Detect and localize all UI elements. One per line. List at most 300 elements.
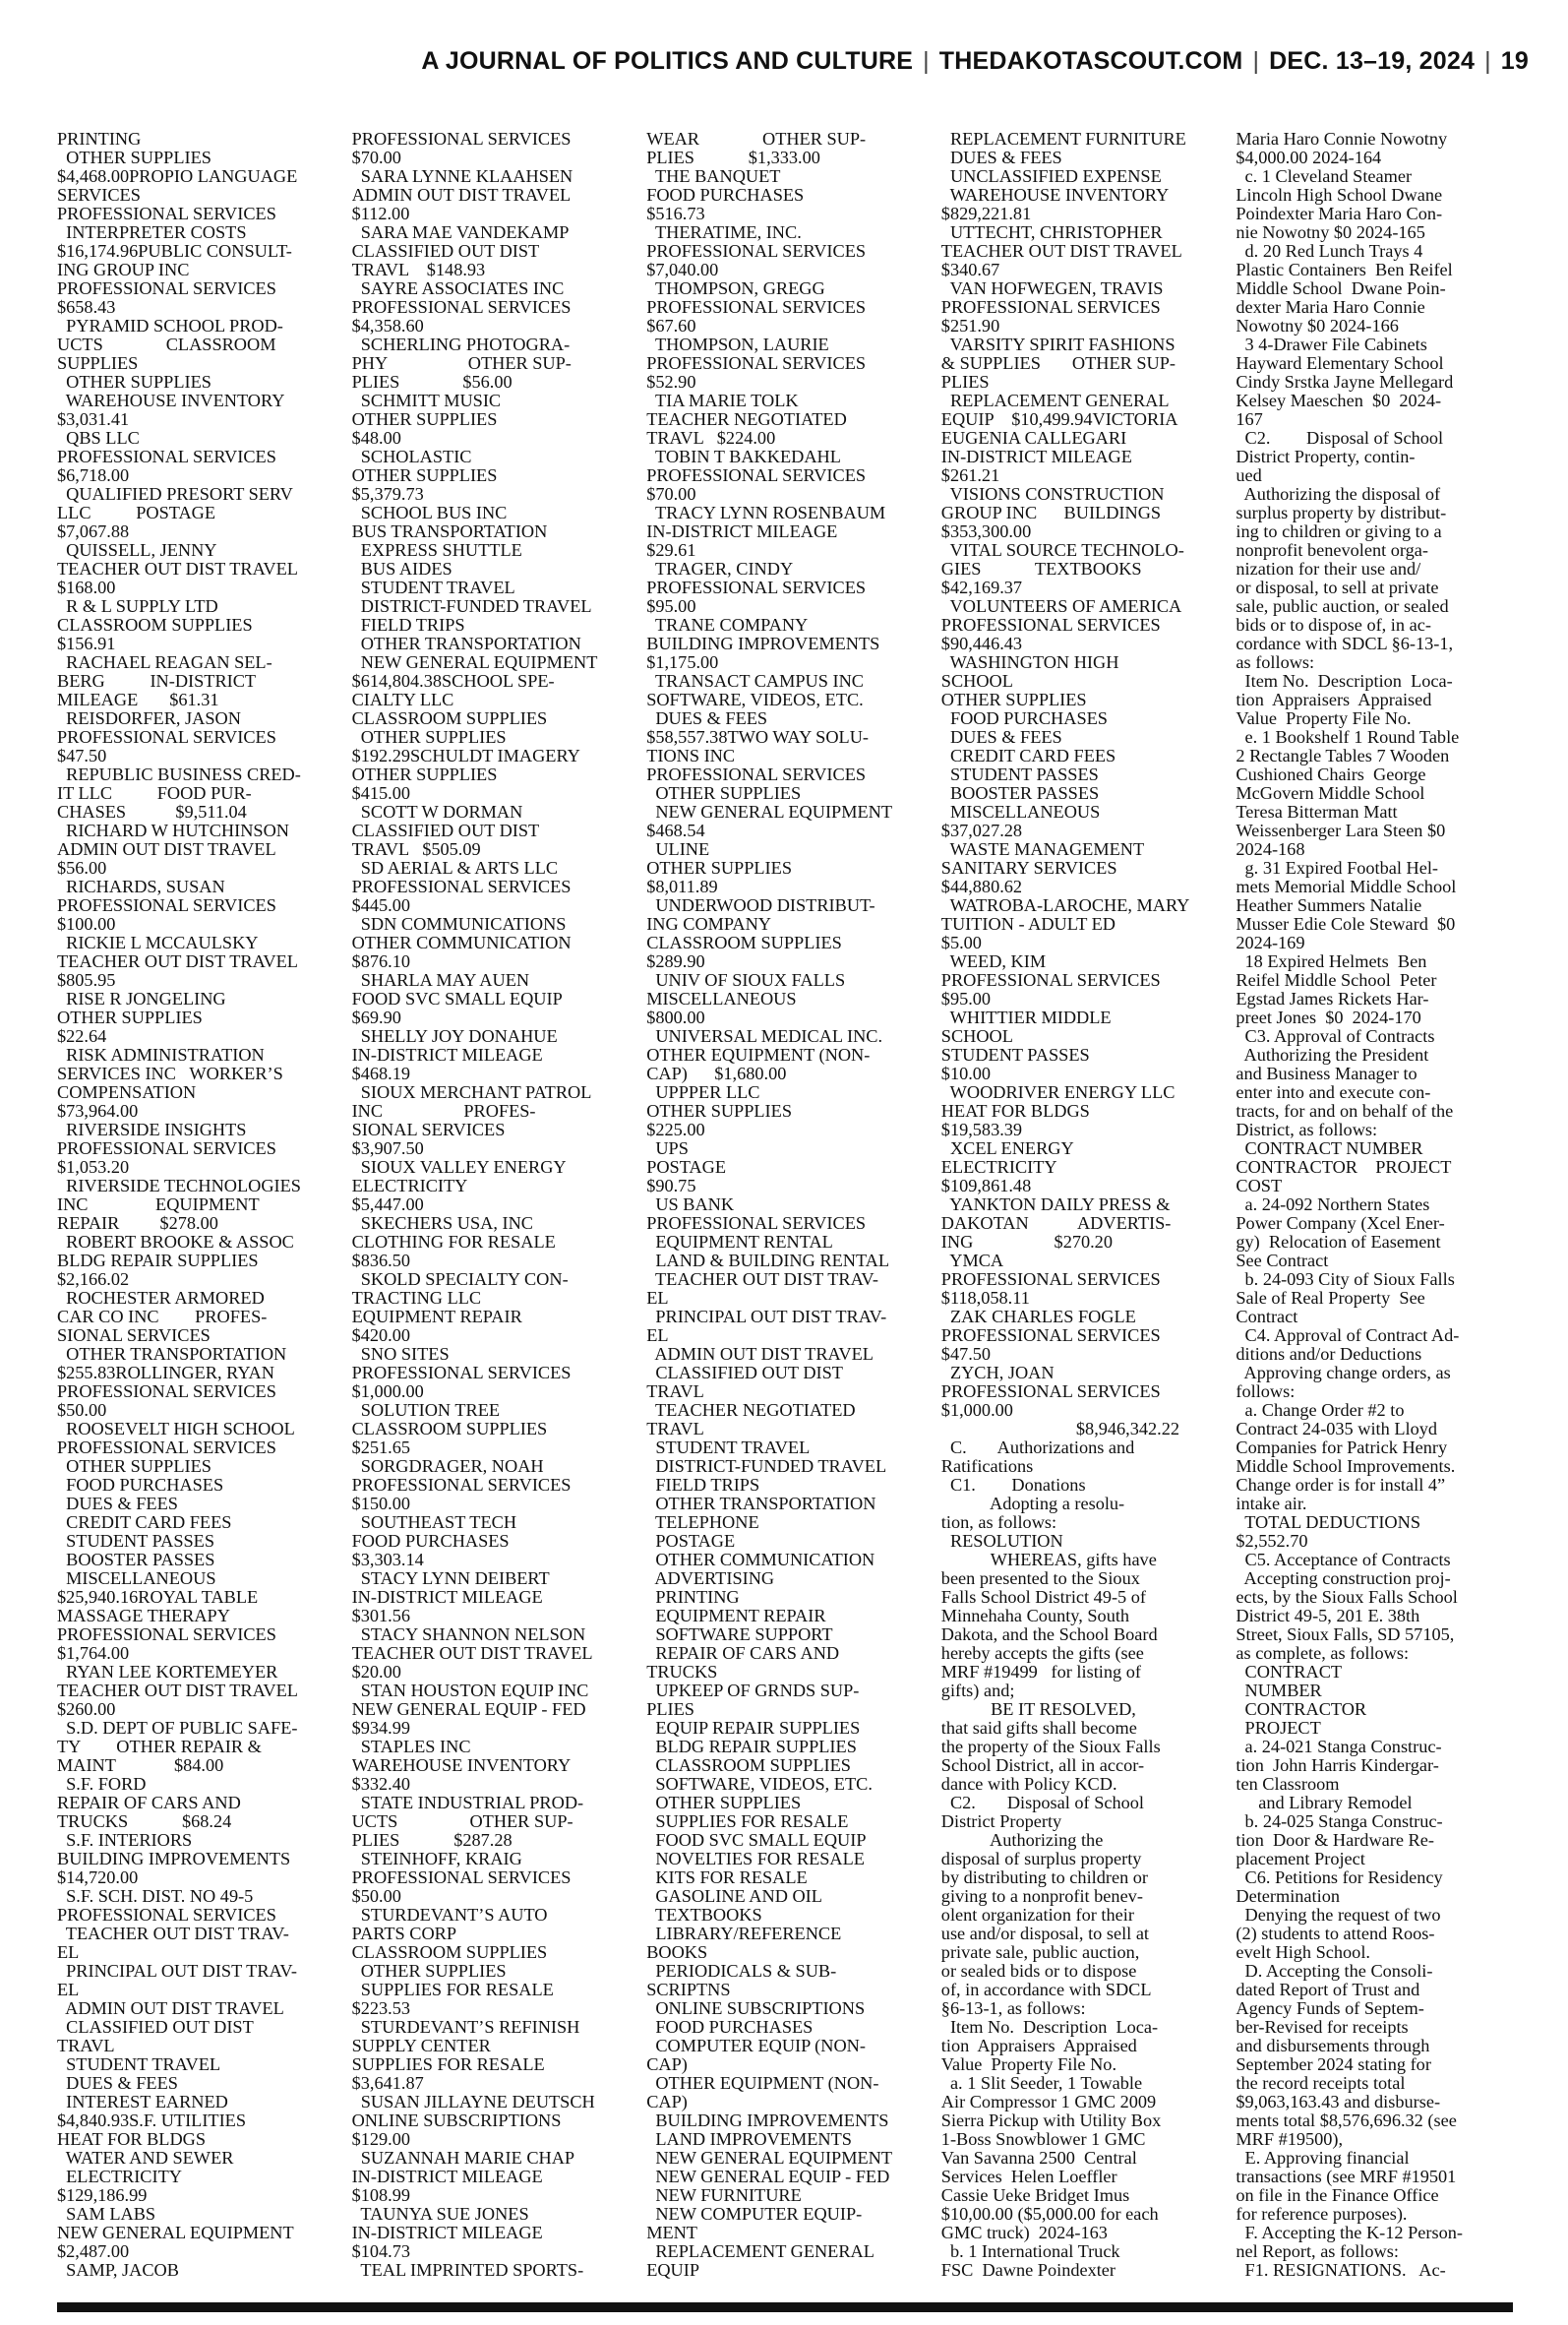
notice-line: and Library Remodel (1236, 1794, 1413, 1812)
notice-line: Plastic Containers Ben Reifel (1236, 261, 1453, 279)
notice-line: SCHOOL (940, 1027, 1013, 1046)
notice-line: NEW GENERAL EQUIPMENT (646, 2149, 893, 2168)
notice-line: $25,940.16ROYAL TABLE (57, 1588, 259, 1607)
notice-line: $340.67 (940, 261, 1000, 279)
notice-line: EL (57, 1943, 80, 1962)
notice-line: $255.83ROLLINGER, RYAN (57, 1364, 274, 1382)
notice-line: TRUCKS $68.24 (57, 1812, 232, 1831)
notice-line: Denying the request of two (1236, 1906, 1441, 1925)
notice-line: PYRAMID SCHOOL PROD- (57, 317, 283, 336)
notice-line: $47.50 (940, 1345, 992, 1364)
notice-line: IN-DISTRICT MILEAGE (351, 2168, 543, 2186)
notice-line: surplus property by distribut- (1236, 504, 1447, 522)
notice-line: EQUIP (646, 2261, 700, 2280)
notice-line: PROFESSIONAL SERVICES (646, 466, 867, 485)
notice-line: NEW GENERAL EQUIPMENT (351, 653, 598, 672)
notice-line: BUS AIDES (351, 560, 452, 579)
notice-line: THERATIME, INC. (646, 223, 802, 242)
notice-line: follows: (1236, 1382, 1296, 1401)
notice-line: 18 Expired Helmets Ben (1236, 952, 1427, 971)
notice-line: $52.90 (646, 373, 696, 392)
notice-line: REPAIR OF CARS AND (646, 1644, 840, 1663)
notice-line: PROFESSIONAL SERVICES (940, 616, 1161, 635)
notice-line: $50.00 (351, 1887, 401, 1906)
notice-line: PROFESSIONAL SERVICES (57, 279, 276, 298)
notice-line: IN-DISTRICT MILEAGE (351, 2224, 543, 2242)
notice-line: RIVERSIDE INSIGHTS (57, 1121, 247, 1139)
notice-line: STUDENT TRAVEL (351, 579, 515, 597)
notice-line: SARA MAE VANDEKAMP (351, 223, 570, 242)
notice-line: HEAT FOR BLDGS (57, 2130, 207, 2149)
notice-line: $50.00 (57, 1401, 107, 1420)
notice-line: a. 24-021 Stanga Construc- (1236, 1738, 1442, 1756)
notice-line: CONTRACTOR PROJECT (1236, 1158, 1452, 1177)
notice-line: GIES TEXTBOOKS (940, 560, 1142, 579)
notice-line: TUITION - ADULT ED (940, 915, 1116, 934)
notice-line: OTHER SUPPLIES (351, 765, 498, 784)
notice-line: YMCA (940, 1252, 1004, 1270)
notice-line: transactions (see MRF #19501 (1236, 2168, 1457, 2186)
notice-line: STACY SHANNON NELSON (351, 1625, 586, 1644)
notice-line: b. 1 International Truck (940, 2242, 1120, 2261)
notice-line: TOTAL DEDUCTIONS (1236, 1513, 1420, 1532)
notice-line: $614,804.38SCHOOL SPE- (351, 672, 555, 691)
notice-line: $10.00 (940, 1065, 992, 1083)
notice-line: SCHMITT MUSIC (351, 392, 502, 410)
notice-line: RISK ADMINISTRATION (57, 1046, 265, 1065)
notice-line: SORGDRAGER, NOAH (351, 1457, 544, 1476)
notice-line: WAREHOUSE INVENTORY (940, 186, 1170, 205)
notice-line: WASHINGTON HIGH (940, 653, 1119, 672)
notice-line: $1,764.00 (57, 1644, 130, 1663)
notice-line: $29.61 (646, 541, 696, 560)
notice-line: DUES & FEES (57, 1495, 178, 1513)
notice-line: $9,063,163.43 and disburse- (1236, 2093, 1441, 2111)
notice-line: UCTS OTHER SUP- (351, 1812, 573, 1831)
notice-line: GASOLINE AND OIL (646, 1887, 822, 1906)
notice-line: COMPUTER EQUIP (NON- (646, 2037, 866, 2055)
notice-line: NUMBER (1236, 1682, 1322, 1700)
notice-line: EQUIPMENT REPAIR (351, 1308, 522, 1326)
notice-line: SUSAN JILLAYNE DEUTSCH (351, 2093, 595, 2111)
notice-line: b. 24-025 Stanga Construc- (1236, 1812, 1443, 1831)
notice-line: $445.00 (351, 896, 411, 915)
notice-line: Falls School District 49-5 of (940, 1588, 1146, 1607)
notice-line: PROFESSIONAL SERVICES (351, 1868, 572, 1887)
notice-line: CLOTHING FOR RESALE (351, 1233, 556, 1252)
notice-line: $95.00 (940, 990, 992, 1009)
notice-line: Determination (1236, 1887, 1340, 1906)
notice-line: CLASSROOM SUPPLIES (351, 1943, 548, 1962)
notice-line: 1-Boss Snowblower 1 GMC (940, 2130, 1146, 2149)
notice-line: hereby accepts the gifts (see (940, 1644, 1144, 1663)
notice-line: SNO SITES (351, 1345, 450, 1364)
notice-line: ditions and/or Deductions (1236, 1345, 1422, 1364)
notice-line: mets Memorial Middle School (1236, 878, 1457, 896)
notice-line: SAMP, JACOB (57, 2261, 179, 2280)
notice-line: STUDENT PASSES (940, 765, 1099, 784)
notice-line: DUES & FEES (940, 149, 1062, 167)
notice-line: FIELD TRIPS (351, 616, 465, 635)
notice-line: COMPENSATION (57, 1083, 197, 1102)
notice-line: Musser Edie Cole Steward $0 (1236, 915, 1456, 934)
notice-line: WHEREAS, gifts have (940, 1551, 1157, 1569)
notice-line: $168.00 (57, 579, 116, 597)
notice-line: REPAIR OF CARS AND (57, 1794, 241, 1812)
notice-line: S.F. INTERIORS (57, 1831, 193, 1850)
notice-line: EQUIPMENT RENTAL (646, 1233, 833, 1252)
notice-line: NEW GENERAL EQUIP - FED (351, 1700, 586, 1719)
notice-line: TRACTING LLC (351, 1289, 482, 1308)
notice-line: EQUIP REPAIR SUPPLIES (646, 1719, 861, 1738)
notice-line: TEACHER OUT DIST TRAVEL (57, 560, 298, 579)
notice-line: BUILDING IMPROVEMENTS (646, 2111, 889, 2130)
notice-line: DISTRICT-FUNDED TRAVEL (351, 597, 592, 616)
notice-line: QBS LLC (57, 429, 140, 448)
notice-line: nization for their use and/ (1236, 560, 1421, 579)
notice-line: 2 Rectangle Tables 7 Wooden (1236, 747, 1450, 765)
notice-line: Change order is for install 4” (1236, 1476, 1446, 1495)
notice-line: OTHER EQUIPMENT (NON- (646, 2074, 879, 2093)
notice-line: $67.60 (646, 317, 696, 336)
notice-line: LAND & BUILDING RENTAL (646, 1252, 890, 1270)
notice-line: Approving change orders, as (1236, 1364, 1451, 1382)
notice-line: FOOD SVC SMALL EQUIP (351, 990, 563, 1009)
notice-line: SCHOOL BUS INC (351, 504, 508, 522)
notice-line: QUALIFIED PRESORT SERV (57, 485, 293, 504)
notice-line: CLASSIFIED OUT DIST (351, 242, 540, 261)
notice-line: SCHERLING PHOTOGRA- (351, 336, 571, 354)
notice-line: HEAT FOR BLDGS (940, 1102, 1090, 1121)
notice-line: SOLUTION TREE (351, 1401, 501, 1420)
notice-line: TEACHER OUT DIST TRAV- (57, 1925, 289, 1943)
notice-line: Contract (1236, 1308, 1298, 1326)
notice-line: b. 24-093 City of Sioux Falls (1236, 1270, 1455, 1289)
notice-line: PHY OTHER SUP- (351, 354, 572, 373)
notice-line: Authorizing the disposal of (1236, 485, 1441, 504)
notice-line: RICHARD W HUTCHINSON (57, 822, 289, 840)
notice-line: gy) Relocation of Easement (1236, 1233, 1441, 1252)
notice-line: PROFESSIONAL SERVICES (351, 298, 572, 317)
notice-line: PROFESSIONAL SERVICES (646, 1214, 867, 1233)
notice-line: TRAVL $224.00 (646, 429, 776, 448)
notice-line: the record receipts total (1236, 2074, 1406, 2093)
notice-line: E. Approving financial (1236, 2149, 1410, 2168)
notice-line: IN-DISTRICT MILEAGE (646, 522, 838, 541)
notice-line: PROFESSIONAL SERVICES (646, 765, 867, 784)
notice-line: Accepting construction proj- (1236, 1569, 1451, 1588)
notice-line: placement Project (1236, 1850, 1365, 1868)
notice-line: MENT (646, 2224, 697, 2242)
notice-line: $192.29SCHULDT IMAGERY (351, 747, 580, 765)
notice-line: PROFESSIONAL SERVICES (646, 242, 867, 261)
notice-line: Item No. Description Loca- (1236, 672, 1453, 691)
notice-line: POSTAGE (646, 1158, 726, 1177)
notice-line: SCHOLASTIC (351, 448, 472, 466)
notice-line: $10,00.00 ($5,000.00 for each (940, 2205, 1159, 2224)
notice-line: e. 1 Bookshelf 1 Round Table (1236, 728, 1460, 747)
website-link[interactable]: THEDAKOTASCOUT.COM (938, 47, 1243, 75)
notice-line: $150.00 (351, 1495, 411, 1513)
notice-line: UNIVERSAL MEDICAL INC. (646, 1027, 883, 1046)
notice-line: Sale of Real Property See (1236, 1289, 1425, 1308)
notice-line: $4,468.00PROPIO LANGUAGE (57, 167, 298, 186)
notice-line: THOMPSON, LAURIE (646, 336, 829, 354)
notice-line: CAR CO INC PROFES- (57, 1308, 268, 1326)
text-column-4 (941, 130, 1219, 2296)
notice-line: Van Savanna 2500 Central (940, 2149, 1137, 2168)
notice-line: $112.00 (351, 205, 410, 223)
notice-line: $251.90 (940, 317, 1000, 336)
notice-line: PROFESSIONAL SERVICES (57, 896, 276, 915)
notice-line: ING COMPANY (646, 915, 771, 934)
notice-line: ULINE (646, 840, 710, 859)
notice-line: MISCELLANEOUS (940, 803, 1101, 822)
notice-line: evelt High School. (1236, 1943, 1370, 1962)
notice-line: WASTE MANAGEMENT (940, 840, 1145, 859)
notice-line: TRAVL (646, 1382, 704, 1401)
notice-line: UPKEEP OF GRNDS SUP- (646, 1682, 860, 1700)
notice-line: Companies for Patrick Henry (1236, 1438, 1448, 1457)
notice-line: C1. Donations (940, 1476, 1086, 1495)
notice-line: BOOSTER PASSES (940, 784, 1100, 803)
notice-line: $90.75 (646, 1177, 696, 1195)
notice-line: ing to children or giving to a (1236, 522, 1442, 541)
notice-line: RESOLUTION (940, 1532, 1063, 1551)
notice-line: Contract 24-035 with Lloyd (1236, 1420, 1438, 1438)
notice-line: SERVICES INC WORKER’S (57, 1065, 283, 1083)
notice-line: Nowotny $0 2024-166 (1236, 317, 1399, 336)
notice-line: OTHER SUPPLIES (646, 1794, 802, 1812)
notice-line: D. Accepting the Consoli- (1236, 1962, 1433, 1981)
notice-line: PROFESSIONAL SERVICES (351, 878, 572, 896)
notice-line: LLC POSTAGE (57, 504, 216, 522)
notice-line: Agency Funds of Septem- (1236, 1999, 1424, 2018)
notice-line: CLASSROOM SUPPLIES (57, 616, 253, 635)
notice-line: FOOD PURCHASES (646, 2018, 814, 2037)
notice-line: OTHER COMMUNICATION (646, 1551, 875, 1569)
notice-line: CONTRACT (1236, 1663, 1343, 1682)
notice-line: TEACHER OUT DIST TRAV- (646, 1270, 879, 1289)
notice-line: RIVERSIDE TECHNOLOGIES (57, 1177, 301, 1195)
notice-line: Cindy Srstka Jayne Mellegard (1236, 373, 1454, 392)
notice-line: COST (1236, 1177, 1283, 1195)
notice-line: or sealed bids or to dispose (940, 1962, 1137, 1981)
notice-line: $156.91 (57, 635, 116, 653)
notice-line: Cushioned Chairs George (1236, 765, 1426, 784)
notice-line: RYAN LEE KORTEMEYER (57, 1663, 278, 1682)
notice-line: PLIES (940, 373, 990, 392)
notice-line: g. 31 Expired Footbal Hel- (1236, 859, 1439, 878)
notice-line: WATROBA-LAROCHE, MARY (940, 896, 1190, 915)
notice-line: $289.90 (646, 952, 705, 971)
notice-line: ADMIN OUT DIST TRAVEL (57, 1999, 284, 2018)
notice-line: UCTS CLASSROOM (57, 336, 276, 354)
notice-line: TIONS INC (646, 747, 736, 765)
notice-line: OTHER TRANSPORTATION (646, 1495, 876, 1513)
page-number: 19 (1500, 47, 1529, 75)
text-column-3 (646, 130, 924, 2296)
notice-line: WEAR OTHER SUP- (646, 130, 867, 149)
notice-line: TRACY LYNN ROSENBAUM (646, 504, 886, 522)
notice-line: REPAIR $278.00 (57, 1214, 218, 1233)
notice-line: EUGENIA CALLEGARI (940, 429, 1127, 448)
notice-line: preet Jones $0 2024-170 (1236, 1009, 1421, 1027)
notice-line: TEACHER NEGOTIATED (646, 1401, 856, 1420)
notice-line: OTHER SUPPLIES (351, 1962, 507, 1981)
notice-line: ROCHESTER ARMORED (57, 1289, 265, 1308)
notice-line: US BANK (646, 1195, 735, 1214)
notice-line: BOOKS (646, 1943, 708, 1962)
notice-line: FOOD PURCHASES (351, 1532, 510, 1551)
notice-line: SHARLA MAY AUEN (351, 971, 530, 990)
notice-line: $5,447.00 (351, 1195, 424, 1214)
notice-line: ADMIN OUT DIST TRAVEL (646, 1345, 874, 1364)
notice-line: PLIES $56.00 (351, 373, 513, 392)
notice-line: C4. Approval of Contract Ad- (1236, 1326, 1460, 1345)
notice-line: Poindexter Maria Haro Con- (1236, 205, 1443, 223)
notice-line: intake air. (1236, 1495, 1307, 1513)
notice-line: $73,964.00 (57, 1102, 139, 1121)
notice-line: sale, public auction, or sealed (1236, 597, 1449, 616)
notice-line: $1,175.00 (646, 653, 719, 672)
notice-line: $2,166.02 (57, 1270, 130, 1289)
notice-line: UNCLASSIFIED EXPENSE (940, 167, 1162, 186)
notice-line: FIELD TRIPS (646, 1476, 760, 1495)
notice-line: CLASSROOM SUPPLIES (351, 1420, 548, 1438)
notice-line: District, as follows: (1236, 1121, 1378, 1139)
notice-line: $800.00 (646, 1009, 705, 1027)
notice-line: $109,861.48 (940, 1177, 1032, 1195)
notice-line: SIONAL SERVICES (351, 1121, 506, 1139)
notice-line: TRANSACT CAMPUS INC (646, 672, 864, 691)
notice-line: PROFESSIONAL SERVICES (940, 1326, 1161, 1345)
notice-line: SIONAL SERVICES (57, 1326, 211, 1345)
notice-line: $2,552.70 (1236, 1532, 1308, 1551)
notice-line: SCRIPTNS (646, 1981, 731, 1999)
notice-line: ects, by the Sioux Falls School (1236, 1588, 1458, 1607)
notice-line: CLASSIFIED OUT DIST (57, 2018, 254, 2037)
notice-line: IN-DISTRICT MILEAGE (351, 1588, 543, 1607)
notice-line: PROFESSIONAL SERVICES (57, 1438, 276, 1457)
notice-line: REPLACEMENT FURNITURE (940, 130, 1186, 149)
notice-line: $100.00 (57, 915, 116, 934)
notice-line: OTHER SUPPLIES (57, 1457, 211, 1476)
notice-line: EQUIP $10,499.94VICTORIA (940, 410, 1178, 429)
notice-line: or disposal, to sell at private (1236, 579, 1439, 597)
notice-line: OTHER TRANSPORTATION (57, 1345, 287, 1364)
notice-line: ELECTRICITY (57, 2168, 182, 2186)
notice-line: SUPPLIES FOR RESALE (351, 1981, 554, 1999)
notice-line: Cassie Ueke Bridget Imus (940, 2186, 1130, 2205)
notice-line: of, in accordance with SDCL (940, 1981, 1152, 1999)
notice-line: EXPRESS SHUTTLE (351, 541, 522, 560)
notice-line: IN-DISTRICT MILEAGE (351, 1046, 543, 1065)
notice-line: CLASSIFIED OUT DIST (646, 1364, 843, 1382)
notice-line: C5. Acceptance of Contracts (1236, 1551, 1451, 1569)
notice-line: Item No. Description Loca- (940, 2018, 1159, 2037)
notice-line: WEED, KIM (940, 952, 1047, 971)
notice-line: $2,487.00 (57, 2242, 130, 2261)
notice-line: PROFESSIONAL SERVICES (646, 579, 867, 597)
notice-line: EL (646, 1326, 669, 1345)
notice-line: MISCELLANEOUS (646, 990, 797, 1009)
notice-line: for reference purposes). (1236, 2205, 1408, 2224)
notice-line: PRINCIPAL OUT DIST TRAV- (57, 1962, 297, 1981)
notice-line: UPS (646, 1139, 689, 1158)
notice-line: THE BANQUET (646, 167, 781, 186)
notice-line: $58,557.38TWO WAY SOLU- (646, 728, 869, 747)
notice-line: $223.53 (351, 1999, 411, 2018)
notice-line: $516.73 (646, 205, 705, 223)
notice-line: $468.54 (646, 822, 705, 840)
notice-line: $20.00 (351, 1663, 401, 1682)
notice-line: Maria Haro Connie Nowotny (1236, 130, 1448, 149)
notice-line: and disbursements through (1236, 2037, 1430, 2055)
notice-line: TEAL IMPRINTED SPORTS- (351, 2261, 584, 2280)
notice-line: STAN HOUSTON EQUIP INC (351, 1682, 589, 1700)
notice-line: CLASSROOM SUPPLIES (351, 709, 548, 728)
notice-line: PROFESSIONAL SERVICES (940, 971, 1161, 990)
notice-line: STURDEVANT’S AUTO (351, 1906, 548, 1925)
notice-line: FOOD PURCHASES (940, 709, 1108, 728)
notice-line: $3,641.87 (351, 2074, 424, 2093)
notice-line: DAKOTAN ADVERTIS- (940, 1214, 1172, 1233)
notice-line: $104.73 (351, 2242, 411, 2261)
notice-line: PARTS CORP (351, 1925, 457, 1943)
notice-line: ING GROUP INC (57, 261, 190, 279)
notice-line: September 2024 stating for (1236, 2055, 1431, 2074)
notice-line: FOOD SVC SMALL EQUIP (646, 1831, 867, 1850)
notice-line: TEACHER OUT DIST TRAVEL (351, 1644, 593, 1663)
notice-line: $251.65 (351, 1438, 411, 1457)
header-separator: | (1484, 47, 1491, 75)
text-column-5 (1236, 130, 1513, 2296)
notice-line: $14,720.00 (57, 1868, 139, 1887)
notice-line: $129.00 (351, 2130, 411, 2149)
notice-line: F. Accepting the K-12 Person- (1236, 2224, 1463, 2242)
notice-line: CONTRACTOR (1236, 1700, 1367, 1719)
notice-line: CIALTY LLC (351, 691, 454, 709)
notice-line: District 49-5, 201 E. 38th (1236, 1607, 1420, 1625)
notice-line: POSTAGE (646, 1532, 736, 1551)
notice-line: TEACHER OUT DIST TRAVEL (57, 1682, 298, 1700)
notice-line: MASSAGE THERAPY (57, 1607, 230, 1625)
notice-line: SKOLD SPECIALTY CON- (351, 1270, 569, 1289)
notice-line: $3,907.50 (351, 1139, 424, 1158)
notice-line: PROFESSIONAL SERVICES (57, 1906, 276, 1925)
notice-line: SUZANNAH MARIE CHAP (351, 2149, 575, 2168)
notice-line: TAUNYA SUE JONES (351, 2205, 529, 2224)
notice-line: ten Classroom (1236, 1775, 1340, 1794)
notice-line: INC PROFES- (351, 1102, 536, 1121)
notice-line: $69.90 (351, 1009, 401, 1027)
notice-line: INC EQUIPMENT (57, 1195, 260, 1214)
notice-line: STEINHOFF, KRAIG (351, 1850, 522, 1868)
notice-line: & SUPPLIES OTHER SUP- (940, 354, 1176, 373)
notice-line: tion Appraisers Appraised (940, 2037, 1137, 2055)
notice-line: 167 (1236, 410, 1263, 429)
notice-line: SOFTWARE SUPPORT (646, 1625, 833, 1644)
notice-line: STUDENT TRAVEL (57, 2055, 221, 2074)
page-header (0, 47, 1529, 76)
notice-line: DUES & FEES (57, 2074, 178, 2093)
notice-line: MISCELLANEOUS (57, 1569, 216, 1588)
notice-line: OTHER SUPPLIES (351, 410, 498, 429)
notice-line: $1,000.00 (940, 1401, 1013, 1420)
notice-line: c. 1 Cleveland Steamer (1236, 167, 1413, 186)
notice-line: Teresa Bitterman Matt (1236, 803, 1398, 822)
